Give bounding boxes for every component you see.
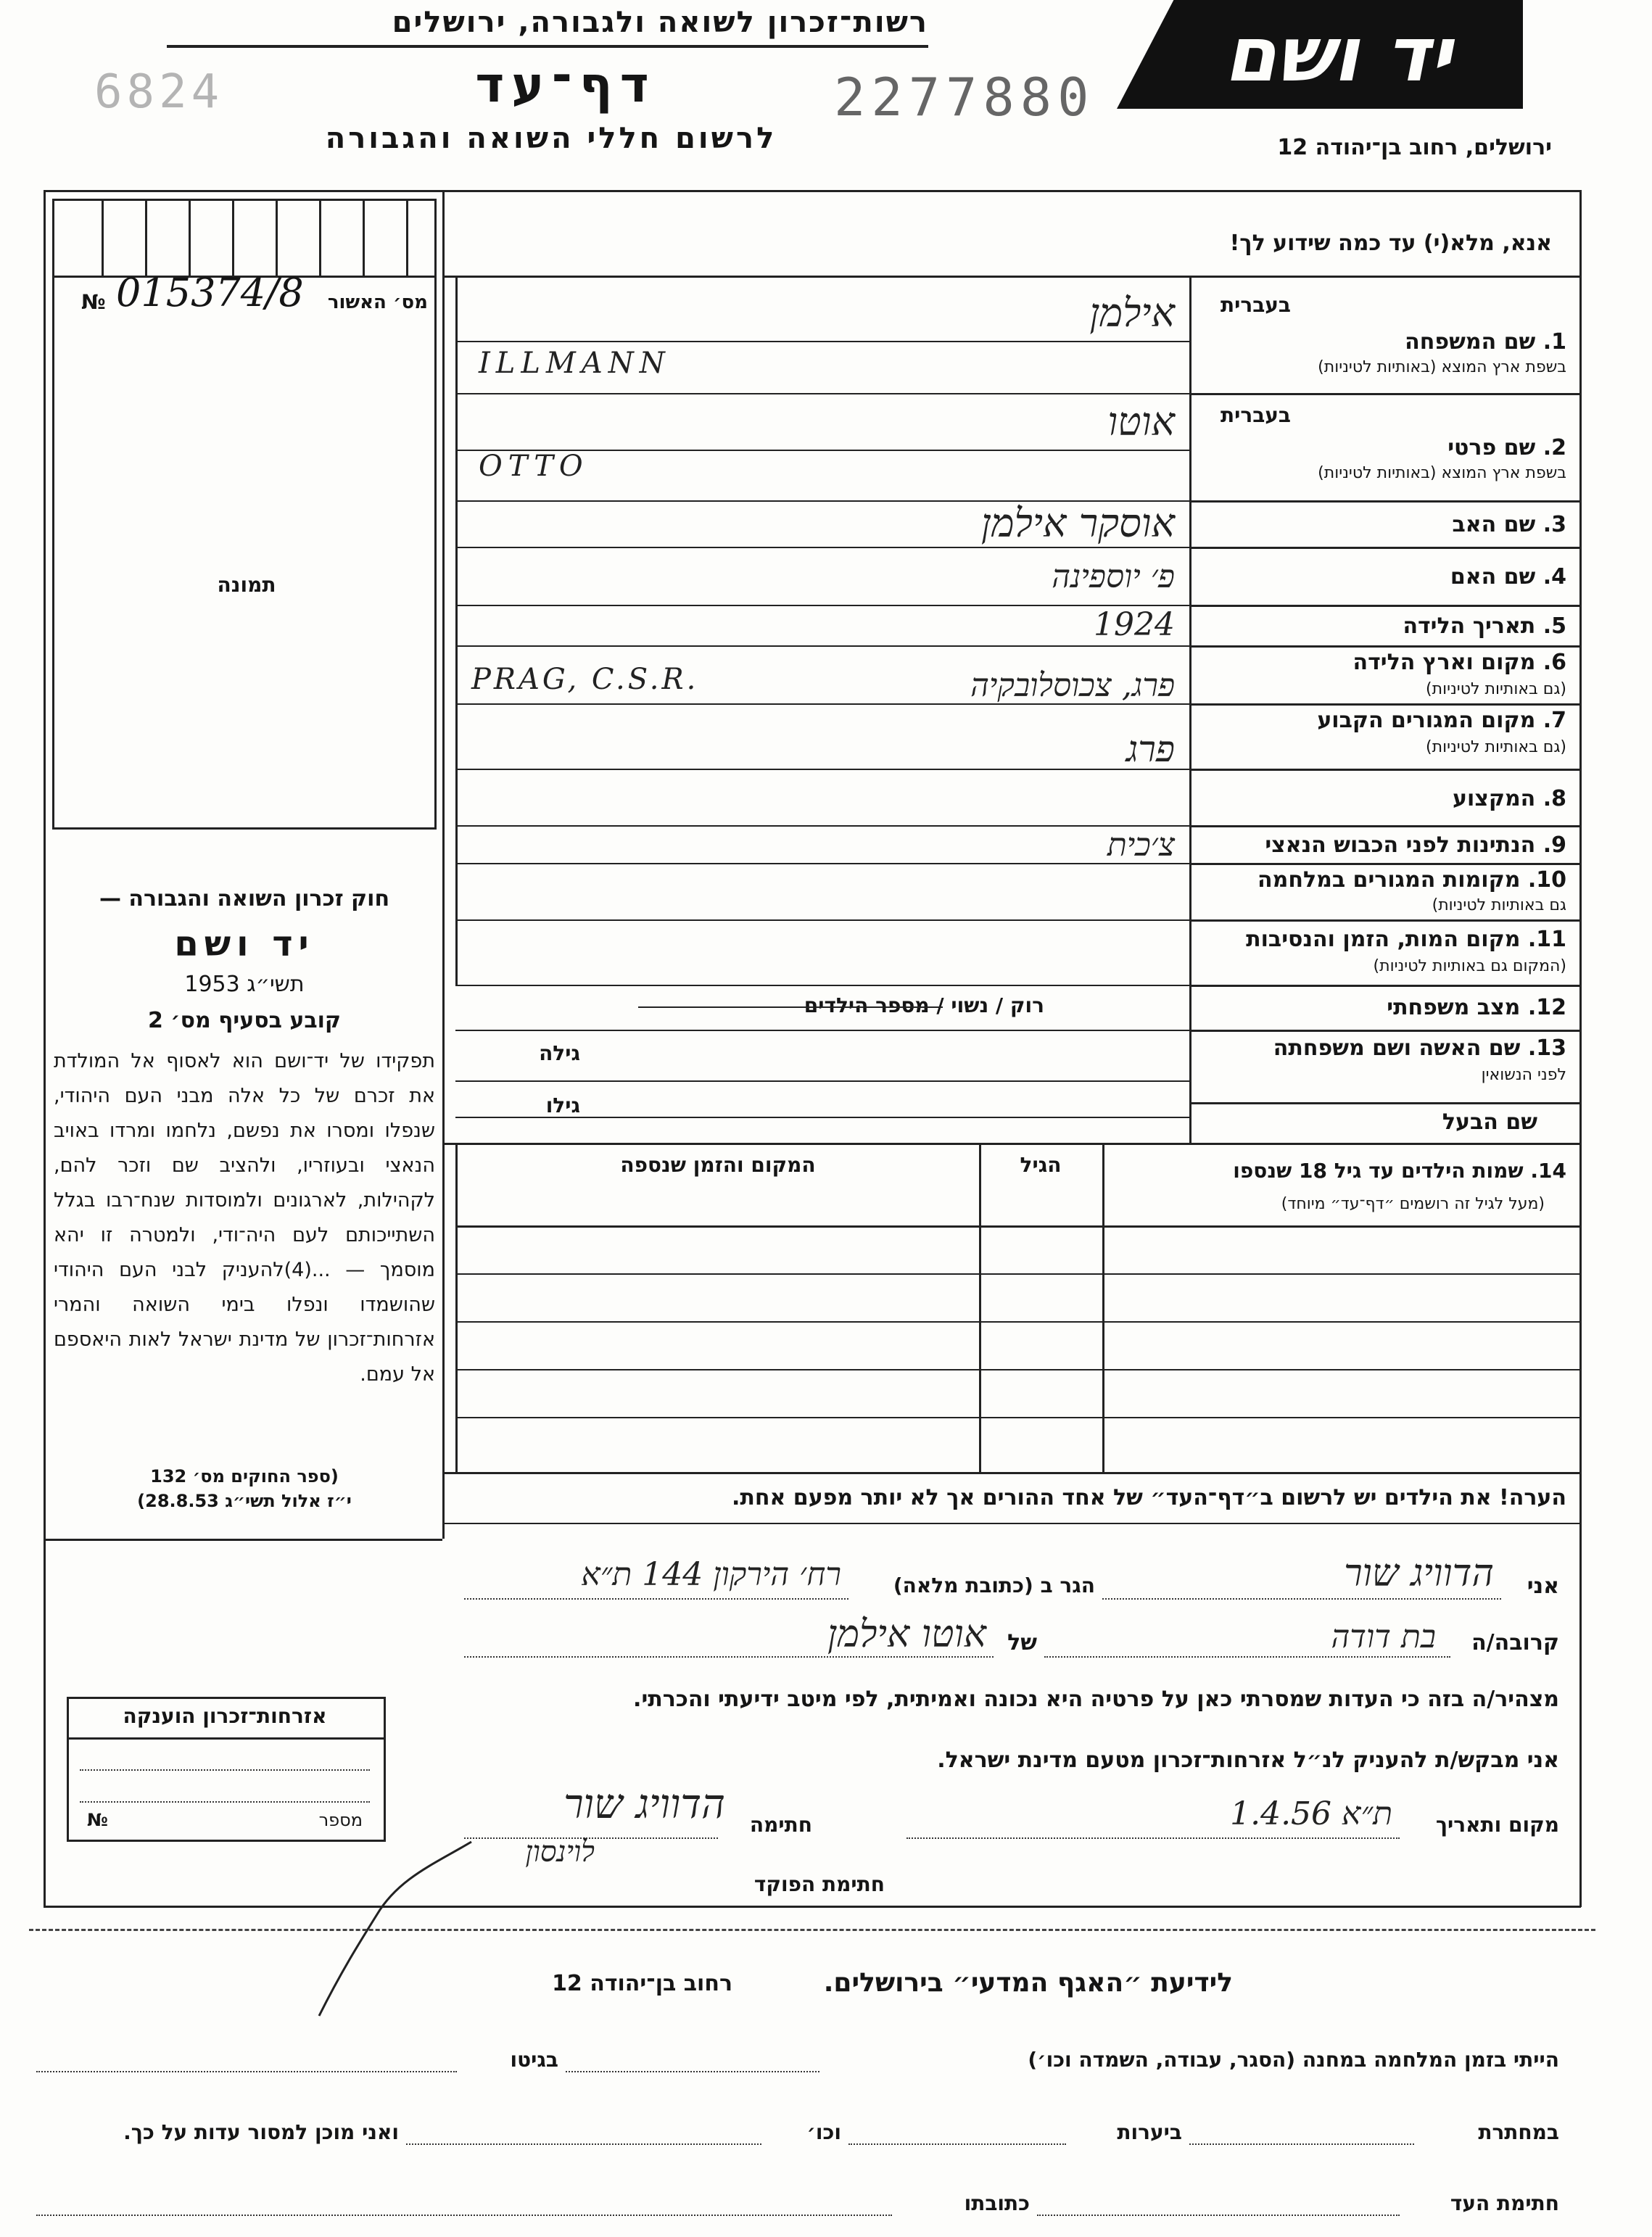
hebrew-tag-1: בעברית — [1220, 293, 1291, 317]
yad-vashem-logo-text: יד ושם — [1224, 10, 1452, 99]
residence-value: פרג — [1126, 728, 1175, 770]
cert-grid-7 — [363, 199, 365, 276]
citizenship-line-2 — [80, 1801, 370, 1803]
field-13-sub: לפני הנשואין — [1481, 1066, 1566, 1084]
hebrew-tag-2: בעברית — [1220, 403, 1291, 427]
relative-line — [1044, 1656, 1450, 1658]
of-line — [464, 1656, 994, 1658]
field-10-label: 10. מקומות המגורים במלחמה — [1257, 867, 1566, 893]
officer-signature-value: לוינסון — [525, 1835, 595, 1869]
citizenship-line-1 — [80, 1769, 370, 1771]
cert-grid-3 — [189, 199, 191, 276]
children-bottom — [442, 1472, 1579, 1474]
field-7-sub: (גם באותיות לטיניות) — [1426, 738, 1566, 756]
children-header-line — [455, 1225, 1579, 1228]
birthplace-hebrew-value: פרג, צכוסלובקיה — [970, 667, 1175, 704]
age-male-label: גילו — [545, 1093, 580, 1117]
footer-etc-label: וכו׳ — [806, 2120, 841, 2144]
declarant-name-value: הדוויג שור — [1344, 1552, 1494, 1595]
field-9-label: 9. הנתינות לפני הכבוש הנאצי — [1265, 832, 1566, 858]
address-line: ירושלים, רחוב בן־יהודה 12 — [1277, 135, 1552, 160]
frame-top — [44, 190, 1581, 192]
request-text: אני מבקש/ת להעניק לנ״ל אזרחות־זכרון מטעם מדינת ישראל. — [937, 1748, 1559, 1773]
children-col-3 — [455, 1143, 458, 1472]
signature-label: חתימה — [749, 1813, 812, 1837]
form-title: דף־עד — [475, 57, 656, 114]
intro-text: אנא, מלא(י) עד כמה שידוע לך! — [1229, 231, 1552, 256]
declarant-label: אני — [1527, 1574, 1559, 1599]
children-col-1 — [1102, 1143, 1104, 1472]
left-column-bottom — [44, 1539, 442, 1541]
footer-address: רחוב בן־יהודה 12 — [552, 1971, 732, 1996]
firstname-latin-value: OTTO — [479, 450, 589, 483]
citizenship-no-symbol: № — [87, 1810, 108, 1830]
relative-label: קרובה/ה — [1471, 1630, 1559, 1655]
law-body: תפקידו של יד־ושם הוא לאסוף אל המולדת את זכרם של כל אלה מבני העם היהודי, שנפלו ומסרו את נפשם, נלחמו ומרדו באויב הנאצי ובעוזריו, ולהציב שם וזכר להם, לקהילות, לארגונים ולמוסדות שנח־רבו בגלל השתייכותם לעם היה־ודי, ולמטרה זו יהא מוסמך — ...(4)להעניק לבני העם היהודי שהושמדו ונפלו בימי השואה והמרי אזרחות־זכרון של מדינת ישראל לאות היאספם אל עמם. — [54, 1050, 435, 1386]
field-2-label: 2. שם פרטי — [1447, 435, 1566, 460]
authority-underline — [167, 45, 928, 48]
form-subtitle: לרשום חללי השואה והגבורה — [325, 122, 777, 155]
field-2-sub: בשפת ארץ המוצא (באותיות לטיניות) — [1318, 464, 1566, 482]
value-line-11 — [455, 985, 1189, 986]
frame-right — [1579, 190, 1582, 1907]
law-name: יד ושם — [174, 924, 315, 964]
mother-name-value: פ׳ יוספינה — [1052, 558, 1175, 595]
declarant-line — [1102, 1598, 1501, 1600]
row-line-9 — [1189, 825, 1579, 827]
firstname-hebrew-value: אוטו — [1107, 399, 1175, 444]
nationality-value: צ׳כית — [1107, 827, 1175, 864]
row-line-2 — [1189, 393, 1579, 395]
children-row-1 — [455, 1273, 1579, 1275]
footer-address-line — [36, 2215, 892, 2216]
children-col-2 — [979, 1143, 981, 1472]
children-row-2 — [455, 1321, 1579, 1323]
cert-grid-1 — [102, 199, 104, 276]
field-1-label: 1. שם המשפחה — [1405, 329, 1566, 355]
row-line-7 — [1189, 703, 1579, 706]
left-column-divider — [442, 190, 445, 1539]
frame-left — [44, 190, 46, 1907]
value-line-1a — [455, 341, 1189, 342]
field-7-label: 7. מקום המגורים הקבוע — [1317, 708, 1566, 733]
row-line-5 — [1189, 605, 1579, 607]
field-4-label: 4. שם האם — [1450, 564, 1566, 590]
footer-forests-label: ביערות — [1117, 2120, 1182, 2144]
row-line-11 — [1189, 919, 1579, 922]
marital-options: רוק / נשוי / מספר הילדים — [804, 993, 1044, 1017]
footer-etc-line — [406, 2143, 761, 2145]
row-line-8 — [1189, 769, 1579, 771]
row-line-12 — [1189, 985, 1579, 987]
of-label: של — [1007, 1630, 1037, 1655]
resides-label: הגר ב (כתובת מלאה) — [893, 1574, 1095, 1597]
label-column-divider — [1189, 276, 1191, 1143]
footer-ghetto-label: בגיטו — [510, 2048, 558, 2072]
address-line-dots — [464, 1598, 848, 1600]
field-10-sub: גם באותיות לטיניות) — [1432, 896, 1566, 914]
photo-label: תמונה — [217, 573, 276, 597]
value-line-12 — [455, 1030, 1189, 1031]
footer-underground-label: במחתרת — [1478, 2120, 1559, 2144]
row-line-13 — [1189, 1030, 1579, 1032]
footer-witness-signature-label: חתימת העד — [1450, 2191, 1559, 2215]
footer-dashed-rule — [29, 1929, 1595, 1931]
declaration-text: מצהיר/ה בזה כי העדות שמסרתי כאן על פרטיה היא נכונה ואמיתית, לפי מיטב ידיעתי והכרתי. — [633, 1687, 1559, 1712]
address-value: רח׳ הירקון 144 ת״א — [581, 1556, 841, 1593]
birth-date-value: 1924 — [1094, 606, 1175, 643]
row-line-13b — [1189, 1102, 1579, 1104]
cert-grid-5 — [276, 199, 278, 276]
value-line-3 — [455, 547, 1189, 548]
relative-value: בת דודה — [1331, 1618, 1436, 1655]
place-date-label: מקום ותאריך — [1435, 1813, 1559, 1837]
law-ref-2: י״ז אלול תשי״ג 28.8.53) — [137, 1491, 352, 1511]
field-12-label: 12. מצב משפחתי — [1387, 995, 1566, 1020]
field-6-sub: (גם באותיות לטיניות) — [1426, 680, 1566, 698]
faded-number: 6824 — [94, 65, 224, 119]
law-ref-1: (ספר החוקים מס׳ 132 — [150, 1466, 339, 1486]
of-value: אוטו אילמן — [827, 1613, 986, 1656]
footer-title: לידיעת ״האגף המדעי״ בירושלים. — [823, 1968, 1233, 1998]
value-column-left — [455, 276, 458, 986]
footer-forests-line — [848, 2143, 1066, 2145]
footer-camp-label: הייתי בזמן המלחמה במחנה (הסגר, עבודה, השמדה וכו׳) — [1028, 2048, 1559, 2072]
citizenship-title-line — [67, 1737, 386, 1740]
law-title: חוק זכרון השואה והגבורה — — [99, 886, 390, 911]
father-name-value: אוסקר אילמן — [980, 500, 1175, 546]
row-line-3 — [1189, 500, 1579, 503]
children-row-4 — [455, 1417, 1579, 1418]
footer-willing-text: ואני מוכן למסור עדות על כך. — [123, 2120, 399, 2144]
officer-label: חתימת הפוקד — [753, 1872, 885, 1896]
signature-value: הדוויג שור — [563, 1781, 725, 1828]
children-row-3 — [455, 1369, 1579, 1370]
children-col-age: הגיל — [1020, 1153, 1062, 1177]
children-col-place: המקום והזמן שנספה — [620, 1153, 816, 1177]
document-number: 2277880 — [834, 67, 1095, 128]
field-11-label: 11. מקום המות, הזמן והנסיבות — [1246, 927, 1566, 952]
cert-no-symbol: № — [81, 290, 106, 314]
birthplace-latin-value: PRAG, C.S.R. — [471, 663, 699, 696]
age-female-label: גילה — [539, 1041, 580, 1065]
field-3-label: 3. שם האב — [1452, 512, 1566, 537]
intro-bottom-line — [442, 276, 1579, 278]
row-line-4 — [1189, 547, 1579, 549]
place-date-line — [906, 1837, 1400, 1839]
note-text: הערה! את הילדים יש לרשום ב״דף־העד״ של אחד ההורים אך לא יותר מפעם אחת. — [732, 1485, 1566, 1510]
row-line-6 — [1189, 645, 1579, 648]
field-6-label: 6. מקום וארץ הלידה — [1352, 650, 1566, 675]
row-line-10 — [1189, 863, 1579, 865]
value-line-10 — [455, 919, 1189, 921]
cert-grid-8 — [406, 199, 408, 276]
citizenship-title: אזרחות־זכרון הוענקה — [123, 1704, 327, 1728]
field-13-label: 13. שם האשה ושם משפחתה — [1273, 1035, 1566, 1061]
cert-grid-4 — [232, 199, 234, 276]
field-14-label: 14. שמות הילדים עד גיל 18 שנספו — [1233, 1159, 1566, 1183]
cert-grid-2 — [145, 199, 147, 276]
value-line-13a — [455, 1080, 1189, 1082]
field-8-label: 8. המקצוע — [1453, 786, 1566, 811]
cert-label: מס׳ האשור — [327, 291, 428, 313]
surname-latin-value: ILLMANN — [479, 347, 671, 380]
value-line-5 — [455, 645, 1189, 647]
field-1-sub: בשפת ארץ המוצא (באותיות לטיניות) — [1318, 358, 1566, 376]
marital-strike — [638, 1006, 943, 1008]
law-clause: קובע בסעיף מס׳ 2 — [147, 1008, 342, 1033]
authority-line: רשות־זכרון לשואה ולגבורה, ירושלים — [392, 6, 928, 39]
citizenship-number-label: מספר — [318, 1810, 363, 1830]
place-date-value: ת״א 1.4.56 — [1230, 1795, 1392, 1832]
cert-number-value: 015374/8 — [116, 270, 304, 315]
field-11-sub: (המקום גם באותיות לטיניות) — [1373, 957, 1566, 975]
footer-ghetto-line — [36, 2071, 457, 2072]
note-bottom — [442, 1523, 1579, 1524]
husband-label: שם הבעל — [1442, 1109, 1537, 1135]
frame-bottom — [44, 1906, 1581, 1908]
row-line-14 — [442, 1143, 1579, 1145]
footer-underground-line — [1189, 2143, 1414, 2145]
field-14-sub: (מעל לגיל זה רושמים ״דף־עד״ מיוחד) — [1281, 1195, 1545, 1213]
law-year: תשי״ג 1953 — [184, 972, 305, 997]
footer-address-label: כתובתו — [964, 2191, 1030, 2215]
value-line-1b — [455, 393, 1189, 394]
field-5-label: 5. תאריך הלידה — [1403, 613, 1566, 639]
footer-witness-signature-line — [1037, 2215, 1400, 2216]
cert-grid-6 — [319, 199, 321, 276]
surname-hebrew-value: אילמן — [1089, 290, 1175, 336]
footer-camp-line — [566, 2071, 819, 2072]
